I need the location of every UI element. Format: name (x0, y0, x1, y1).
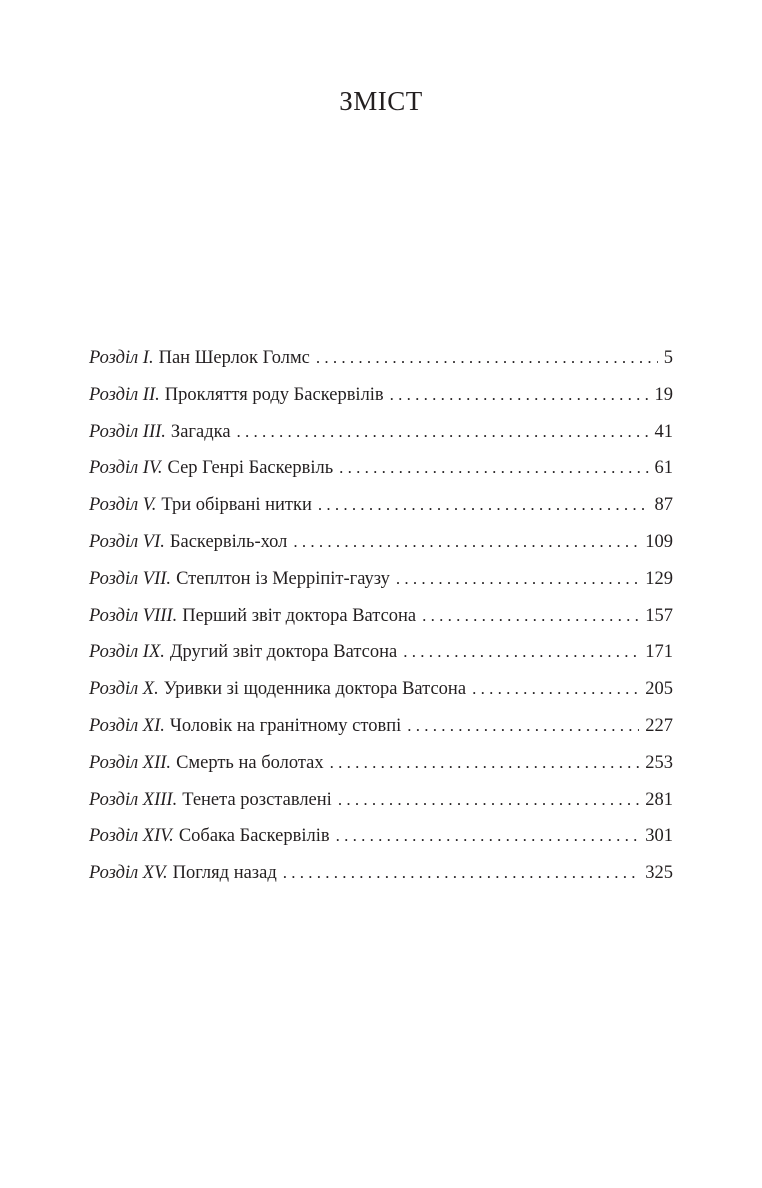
toc-entry[interactable] (89, 860, 673, 897)
page-number: 253 (645, 752, 673, 773)
toc-entry[interactable] (89, 787, 673, 824)
chapter-title: Перший звіт доктора Ватсона (182, 605, 417, 626)
page-number: 171 (645, 642, 673, 663)
chapter-title: Прокляття роду Баскервілів (164, 384, 384, 405)
toc-entry[interactable] (89, 603, 673, 640)
chapter-label: Розділ IV. (89, 458, 163, 479)
chapter-label: Розділ X. (89, 679, 159, 700)
chapter-title: Пан Шерлок Голмс (158, 348, 310, 368)
toc-entry[interactable] (89, 492, 673, 529)
table-of-contents (89, 345, 673, 897)
chapter-label: Розділ II. (89, 384, 160, 405)
page-number: 87 (654, 495, 673, 516)
page-number: 109 (645, 531, 673, 552)
chapter-title: Погляд назад (172, 863, 277, 884)
chapter-title: Степлтон із Мерріпіт-гаузу (176, 568, 390, 589)
chapter-title: Другий звіт доктора Ватсона (169, 642, 398, 663)
toc-entry[interactable] (89, 676, 673, 713)
chapter-label: Розділ V. (89, 495, 157, 516)
chapter-label: Розділ I. (89, 348, 154, 368)
chapter-label: Розділ IX. (89, 642, 165, 663)
chapter-title: Чоловік на гранітному стовпі (169, 715, 402, 736)
chapter-label: Розділ XII. (89, 752, 172, 773)
dot-leader (283, 860, 640, 886)
dot-leader (237, 419, 649, 445)
chapter-title: Сер Генрі Баскервіль (167, 458, 334, 479)
chapter-label: Розділ XIV. (89, 826, 174, 847)
chapter-title: Загадка (170, 421, 231, 442)
chapter-label: Розділ VI. (89, 531, 165, 552)
dot-leader (316, 345, 658, 371)
dot-leader (396, 566, 639, 592)
dot-leader (390, 382, 649, 408)
dot-leader (336, 823, 640, 849)
toc-entry[interactable] (89, 823, 673, 860)
page-number: 227 (645, 715, 673, 736)
dot-leader (293, 529, 639, 555)
page-number: 19 (654, 384, 673, 405)
toc-entry[interactable] (89, 566, 673, 603)
toc-entry[interactable] (89, 382, 673, 419)
page-number: 5 (663, 348, 673, 368)
dot-leader (338, 787, 639, 813)
chapter-title: Три обірвані нитки (161, 495, 312, 516)
page-number: 157 (645, 605, 673, 626)
chapter-title: Тенета розставлені (182, 789, 332, 810)
page-number: 205 (645, 679, 673, 700)
chapter-title: Уривки зі щоденника доктора Ватсона (163, 679, 467, 700)
page-number: 281 (645, 789, 673, 810)
dot-leader (472, 676, 639, 702)
page-number: 301 (645, 826, 673, 847)
toc-entry[interactable] (89, 529, 673, 566)
dot-leader (422, 603, 639, 629)
chapter-label: Розділ VII. (89, 568, 172, 589)
chapter-label: Розділ XV. (89, 863, 168, 884)
toc-entry[interactable] (89, 750, 673, 787)
chapter-label: Розділ XI. (89, 715, 165, 736)
chapter-label: Розділ VIII. (89, 605, 178, 626)
dot-leader (407, 713, 639, 739)
chapter-label: Розділ XIII. (89, 789, 178, 810)
dot-leader (330, 750, 640, 776)
toc-entry[interactable] (89, 639, 673, 676)
toc-entry[interactable] (89, 345, 673, 382)
page-number: 41 (654, 421, 673, 442)
page-number: 61 (654, 458, 673, 479)
chapter-title: Собака Баскервілів (178, 826, 330, 847)
page-number: 129 (645, 568, 673, 589)
chapter-title: Баскервіль-хол (169, 531, 288, 552)
page-title: ЗМІСТ (339, 86, 423, 116)
dot-leader (403, 639, 639, 665)
dot-leader (318, 492, 649, 518)
toc-entry[interactable] (89, 419, 673, 456)
toc-entry[interactable] (89, 455, 673, 492)
page-number: 325 (645, 863, 673, 884)
dot-leader (339, 455, 648, 481)
chapter-title: Смерть на болотах (176, 752, 324, 773)
toc-entry[interactable] (89, 713, 673, 750)
chapter-label: Розділ III. (89, 421, 166, 442)
